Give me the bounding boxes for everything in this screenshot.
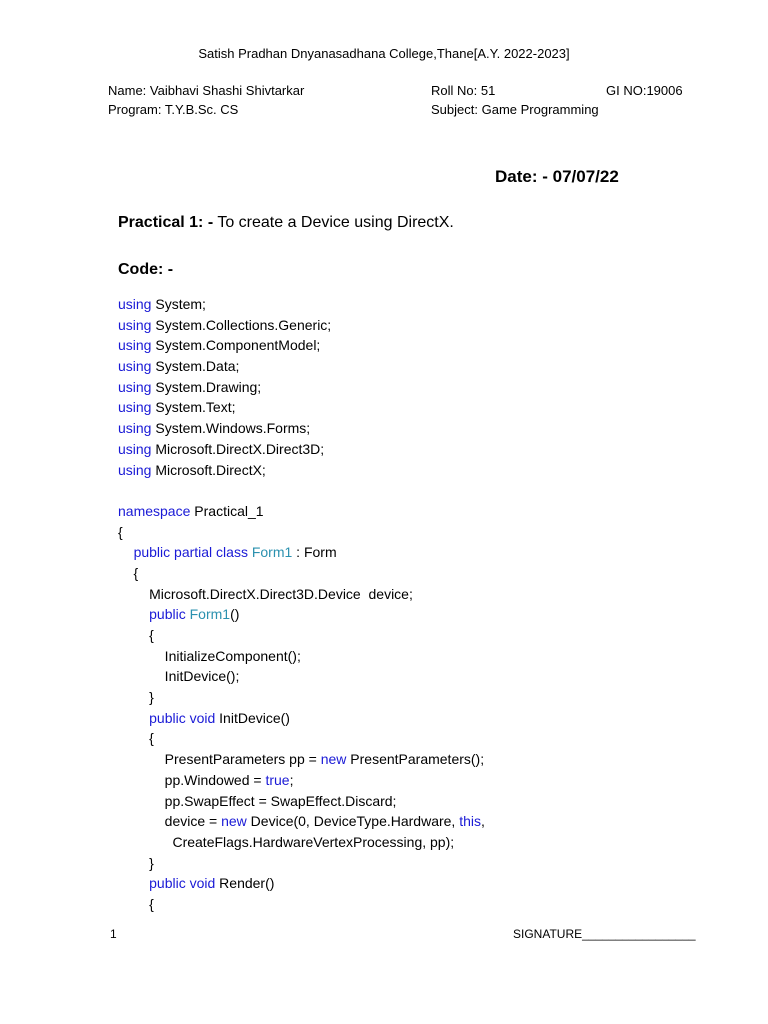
code-text: {: [118, 730, 154, 747]
code-line: [118, 501, 485, 522]
code-keyword: namespace: [118, 502, 191, 519]
code-line: [118, 460, 485, 481]
code-text: CreateFlags.HardwareVertexProcessing, pp);: [118, 833, 455, 850]
date-line: Date: - 07/07/22: [495, 167, 619, 186]
code-keyword: new: [221, 813, 247, 830]
page-number: 1: [110, 927, 117, 941]
code-text: Microsoft.DirectX.Direct3D;: [151, 440, 325, 457]
code-line: [118, 832, 485, 853]
code-keyword: true: [265, 771, 290, 788]
code-text: System.Data;: [151, 358, 240, 375]
code-text: PresentParameters pp =: [118, 751, 321, 768]
gi-number: [606, 83, 683, 98]
gi-value: 19006: [646, 83, 683, 98]
practical-title: [118, 214, 454, 232]
code-keyword: using: [118, 420, 152, 437]
code-text: InitDevice(): [215, 709, 290, 726]
practical-label: Practical 1: -: [118, 214, 214, 231]
code-text: [118, 875, 149, 891]
code-line: [118, 377, 485, 398]
code-text: InitDevice();: [118, 668, 240, 685]
code-line: [118, 791, 485, 812]
code-keyword: using: [118, 337, 152, 354]
code-keyword: public void: [149, 709, 216, 726]
code-line: [118, 811, 485, 832]
code-line: [118, 584, 485, 605]
code-keyword: using: [118, 296, 152, 312]
code-line: [118, 480, 485, 501]
code-text: [118, 606, 149, 622]
code-text: {: [118, 564, 139, 581]
code-text: device =: [118, 813, 222, 830]
code-text: InitializeComponent();: [118, 647, 301, 664]
code-text: Render(): [215, 875, 275, 892]
code-line: [118, 356, 485, 377]
code-line: [118, 522, 485, 543]
code-text: [118, 544, 134, 560]
signature-line: SIGNATURE_________________: [513, 927, 696, 941]
gi-label: GI NO:: [606, 83, 647, 98]
program-value: T.Y.B.Sc. CS: [164, 102, 239, 117]
code-text: Practical_1: [190, 502, 264, 519]
roll-label: Roll No:: [431, 83, 478, 98]
code-keyword: using: [118, 378, 152, 395]
name-value: Vaibhavi Shashi Shivtarkar: [149, 83, 305, 98]
program: [108, 102, 238, 117]
code-line: [118, 335, 485, 356]
code-block: [118, 294, 485, 915]
code-text: System.Text;: [151, 399, 236, 416]
code-line: [118, 708, 485, 729]
code-type: Form1: [251, 544, 293, 561]
code-text: System.Drawing;: [151, 378, 262, 395]
code-text: (): [230, 606, 240, 623]
code-line: [118, 749, 485, 770]
code-text: ,: [481, 813, 485, 830]
code-text: }: [118, 854, 154, 871]
practical-text: To create a Device using DirectX.: [213, 214, 454, 231]
code-line: [118, 625, 485, 646]
code-text: pp.SwapEffect = SwapEffect.Discard;: [118, 792, 397, 809]
code-text: PresentParameters();: [346, 751, 485, 768]
code-line: [118, 687, 485, 708]
code-text: }: [118, 689, 154, 706]
code-line: [118, 770, 485, 791]
code-line: [118, 894, 485, 915]
code-keyword: public partial class: [133, 544, 248, 561]
code-line: [118, 315, 485, 336]
subject-value: Game Programming: [481, 102, 599, 117]
program-label: Program:: [108, 102, 162, 117]
code-line: [118, 853, 485, 874]
college-header: Satish Pradhan Dnyanasadhana College,Thane[A.Y. 2022-2023]: [198, 46, 570, 61]
code-keyword: using: [118, 461, 152, 478]
code-keyword: public: [149, 606, 186, 623]
code-text: System.ComponentModel;: [151, 337, 321, 354]
code-heading: Code: -: [118, 261, 174, 278]
code-line: [118, 439, 485, 460]
code-text: Device(0, DeviceType.Hardware,: [246, 813, 460, 830]
roll-number: [431, 83, 495, 98]
code-line: [118, 563, 485, 584]
code-text: [118, 710, 149, 726]
code-keyword: this: [459, 813, 482, 830]
code-line: [118, 728, 485, 749]
code-keyword: using: [118, 440, 152, 457]
code-text: {: [118, 627, 154, 643]
code-line: [118, 397, 485, 418]
code-text: System.Windows.Forms;: [151, 420, 311, 437]
code-text: : Form: [292, 544, 337, 561]
code-line: [118, 873, 485, 894]
code-keyword: using: [118, 399, 152, 416]
code-keyword: new: [320, 751, 347, 768]
code-keyword: using: [118, 316, 152, 333]
code-text: System.Collections.Generic;: [151, 316, 332, 333]
code-text: ;: [289, 771, 294, 788]
roll-value: 51: [480, 83, 496, 98]
name-label: Name:: [108, 83, 147, 98]
code-line: [118, 604, 485, 625]
code-line: [118, 418, 485, 439]
code-line: [118, 666, 485, 687]
code-text: {: [118, 523, 123, 540]
code-line: [118, 294, 485, 315]
code-keyword: public void: [149, 875, 216, 892]
code-line: [118, 542, 485, 563]
code-keyword: using: [118, 358, 152, 375]
code-text: Microsoft.DirectX.Direct3D.Device device;: [118, 585, 413, 602]
student-name: [108, 83, 304, 98]
code-text: {: [118, 895, 154, 912]
subject: [431, 102, 599, 117]
code-text: Microsoft.DirectX;: [151, 461, 266, 478]
code-text: System;: [151, 296, 206, 312]
code-line: [118, 646, 485, 667]
code-text: pp.Windowed =: [118, 771, 266, 788]
code-type: Form1: [189, 606, 231, 623]
subject-label: Subject:: [431, 102, 478, 117]
